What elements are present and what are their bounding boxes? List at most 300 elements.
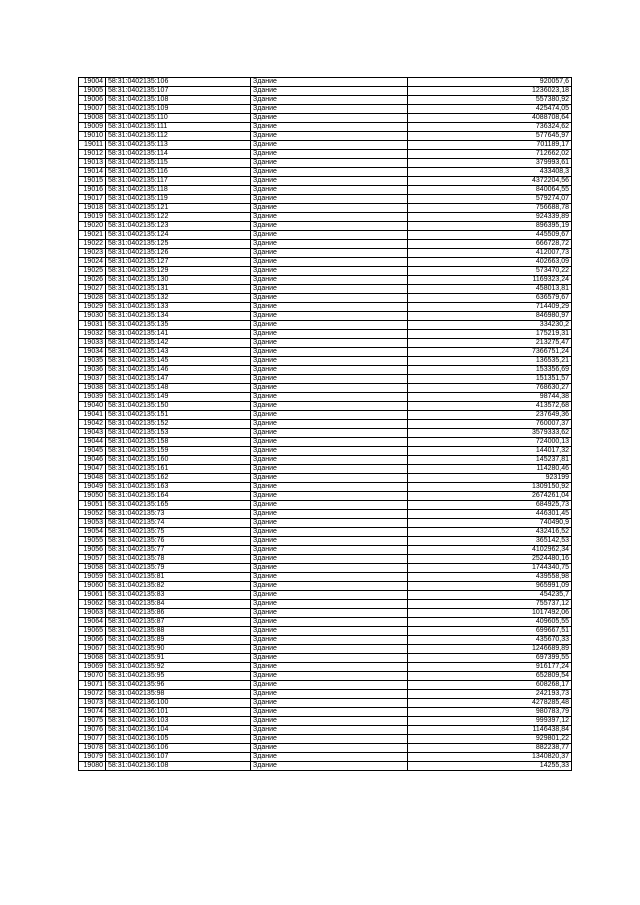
object-type: Здание	[251, 294, 408, 303]
table-row	[79, 555, 572, 564]
cadastral-value: 136535,21	[408, 357, 572, 366]
object-type: Здание	[251, 699, 408, 708]
row-number: 19074	[79, 708, 106, 717]
cadastral-number: 58:31:0402135:123	[106, 222, 251, 231]
row-number: 19011	[79, 141, 106, 150]
cadastral-number: 58:31:0402135:165	[106, 501, 251, 510]
object-type: Здание	[251, 744, 408, 753]
cadastral-number: 58:31:0402136:105	[106, 735, 251, 744]
table-row	[79, 96, 572, 105]
table-row	[79, 411, 572, 420]
object-type: Здание	[251, 411, 408, 420]
cadastral-number: 58:31:0402135:79	[106, 564, 251, 573]
cadastral-value: 151351,57	[408, 375, 572, 384]
cadastral-value: 14255,33	[408, 762, 572, 771]
row-number: 19069	[79, 663, 106, 672]
cadastral-number: 58:31:0402135:125	[106, 240, 251, 249]
object-type: Здание	[251, 618, 408, 627]
object-type: Здание	[251, 420, 408, 429]
object-type: Здание	[251, 519, 408, 528]
object-type: Здание	[251, 555, 408, 564]
cadastral-value: 1017492,06	[408, 609, 572, 618]
object-type: Здание	[251, 168, 408, 177]
object-type: Здание	[251, 429, 408, 438]
row-number: 19042	[79, 420, 106, 429]
cadastral-number: 58:31:0402136:103	[106, 717, 251, 726]
cadastral-number: 58:31:0402135:127	[106, 258, 251, 267]
cadastral-value: 114280,46	[408, 465, 572, 474]
cadastral-number: 58:31:0402135:163	[106, 483, 251, 492]
row-number: 19065	[79, 627, 106, 636]
cadastral-value: 573470,22	[408, 267, 572, 276]
object-type: Здание	[251, 384, 408, 393]
document-page	[78, 77, 572, 771]
object-type: Здание	[251, 132, 408, 141]
table-row	[79, 663, 572, 672]
object-type: Здание	[251, 708, 408, 717]
object-type: Здание	[251, 159, 408, 168]
object-type: Здание	[251, 438, 408, 447]
cadastral-value: 439558,98	[408, 573, 572, 582]
row-number: 19022	[79, 240, 106, 249]
cadastral-value: 896395,19	[408, 222, 572, 231]
table-row	[79, 573, 572, 582]
cadastral-number: 58:31:0402136:107	[106, 753, 251, 762]
row-number: 19060	[79, 582, 106, 591]
row-number: 19017	[79, 195, 106, 204]
row-number: 19048	[79, 474, 106, 483]
object-type: Здание	[251, 105, 408, 114]
cadastral-number: 58:31:0402135:74	[106, 519, 251, 528]
object-type: Здание	[251, 492, 408, 501]
row-number: 19031	[79, 321, 106, 330]
cadastral-value: 1236023,18	[408, 87, 572, 96]
cadastral-value: 846980,97	[408, 312, 572, 321]
cadastral-number: 58:31:0402135:134	[106, 312, 251, 321]
cadastral-number: 58:31:0402135:107	[106, 87, 251, 96]
table-row	[79, 690, 572, 699]
object-type: Здание	[251, 177, 408, 186]
cadastral-value: 923199	[408, 474, 572, 483]
object-type: Здание	[251, 627, 408, 636]
object-type: Здание	[251, 726, 408, 735]
cadastral-value: 701189,17	[408, 141, 572, 150]
table-row	[79, 672, 572, 681]
table-row	[79, 537, 572, 546]
cadastral-value: 840064,55	[408, 186, 572, 195]
row-number: 19064	[79, 618, 106, 627]
object-type: Здание	[251, 582, 408, 591]
table-row	[79, 357, 572, 366]
table-row	[79, 465, 572, 474]
table-row	[79, 627, 572, 636]
object-type: Здание	[251, 96, 408, 105]
cadastral-number: 58:31:0402135:143	[106, 348, 251, 357]
table-row	[79, 78, 572, 87]
table-row	[79, 474, 572, 483]
object-type: Здание	[251, 672, 408, 681]
row-number: 19041	[79, 411, 106, 420]
row-number: 19015	[79, 177, 106, 186]
cadastral-value: 999397,12	[408, 717, 572, 726]
row-number: 19004	[79, 78, 106, 87]
cadastral-number: 58:31:0402135:151	[106, 411, 251, 420]
object-type: Здание	[251, 393, 408, 402]
table-row	[79, 258, 572, 267]
table-row	[79, 564, 572, 573]
cadastral-value: 4102962,34	[408, 546, 572, 555]
cadastral-value: 446301,45	[408, 510, 572, 519]
table-row	[79, 303, 572, 312]
cadastral-number: 58:31:0402135:75	[106, 528, 251, 537]
object-type: Здание	[251, 87, 408, 96]
object-type: Здание	[251, 762, 408, 771]
row-number: 19077	[79, 735, 106, 744]
object-type: Здание	[251, 222, 408, 231]
object-type: Здание	[251, 474, 408, 483]
row-number: 19055	[79, 537, 106, 546]
row-number: 19034	[79, 348, 106, 357]
row-number: 19075	[79, 717, 106, 726]
cadastral-value: 579274,07	[408, 195, 572, 204]
cadastral-value: 924339,89	[408, 213, 572, 222]
table-row	[79, 132, 572, 141]
cadastral-value: 213275,47	[408, 339, 572, 348]
table-row	[79, 528, 572, 537]
row-number: 19059	[79, 573, 106, 582]
table-row	[79, 366, 572, 375]
cadastral-value: 697399,55	[408, 654, 572, 663]
cadastral-value: 175219,31	[408, 330, 572, 339]
table-row	[79, 321, 572, 330]
cadastral-value: 920057,6	[408, 78, 572, 87]
row-number: 19016	[79, 186, 106, 195]
cadastral-value: 740490,9	[408, 519, 572, 528]
cadastral-number: 58:31:0402135:106	[106, 78, 251, 87]
cadastral-value: 7366751,24	[408, 348, 572, 357]
cadastral-value: 1169323,24	[408, 276, 572, 285]
row-number: 19007	[79, 105, 106, 114]
cadastral-number: 58:31:0402135:112	[106, 132, 251, 141]
cadastral-value: 445509,67	[408, 231, 572, 240]
table-row	[79, 168, 572, 177]
cadastral-number: 58:31:0402136:104	[106, 726, 251, 735]
cadastral-value: 409605,55	[408, 618, 572, 627]
cadastral-value: 432416,52	[408, 528, 572, 537]
object-type: Здание	[251, 564, 408, 573]
object-type: Здание	[251, 195, 408, 204]
cadastral-number: 58:31:0402135:141	[106, 330, 251, 339]
table-row	[79, 582, 572, 591]
table-row	[79, 438, 572, 447]
cadastral-number: 58:31:0402135:88	[106, 627, 251, 636]
cadastral-number: 58:31:0402135:115	[106, 159, 251, 168]
cadastral-number: 58:31:0402135:159	[106, 447, 251, 456]
cadastral-value: 144017,32	[408, 447, 572, 456]
object-type: Здание	[251, 123, 408, 132]
row-number: 19040	[79, 402, 106, 411]
cadastral-number: 58:31:0402135:149	[106, 393, 251, 402]
table-row	[79, 600, 572, 609]
object-type: Здание	[251, 573, 408, 582]
object-type: Здание	[251, 645, 408, 654]
object-type: Здание	[251, 321, 408, 330]
cadastral-value: 1340820,37	[408, 753, 572, 762]
row-number: 19013	[79, 159, 106, 168]
row-number: 19018	[79, 204, 106, 213]
object-type: Здание	[251, 312, 408, 321]
row-number: 19068	[79, 654, 106, 663]
object-type: Здание	[251, 303, 408, 312]
table-row	[79, 654, 572, 663]
object-type: Здание	[251, 204, 408, 213]
table-row	[79, 492, 572, 501]
cadastral-number: 58:31:0402135:147	[106, 375, 251, 384]
cadastral-number: 58:31:0402135:119	[106, 195, 251, 204]
row-number: 19067	[79, 645, 106, 654]
table-row	[79, 510, 572, 519]
row-number: 19027	[79, 285, 106, 294]
cadastral-value: 929801,22	[408, 735, 572, 744]
cadastral-value: 412007,73	[408, 249, 572, 258]
cadastral-value: 965991,09	[408, 582, 572, 591]
table-row	[79, 762, 572, 771]
object-type: Здание	[251, 276, 408, 285]
object-type: Здание	[251, 717, 408, 726]
object-type: Здание	[251, 636, 408, 645]
row-number: 19036	[79, 366, 106, 375]
cadastral-number: 58:31:0402135:81	[106, 573, 251, 582]
cadastral-number: 58:31:0402135:89	[106, 636, 251, 645]
object-type: Здание	[251, 465, 408, 474]
cadastral-value: 1744340,75	[408, 564, 572, 573]
object-type: Здание	[251, 753, 408, 762]
row-number: 19072	[79, 690, 106, 699]
table-row	[79, 735, 572, 744]
cadastral-value: 365142,53	[408, 537, 572, 546]
cadastral-value: 98744,38	[408, 393, 572, 402]
row-number: 19050	[79, 492, 106, 501]
row-number: 19021	[79, 231, 106, 240]
table-row	[79, 708, 572, 717]
cadastral-value: 334230,2	[408, 321, 572, 330]
cadastral-value: 153356,69	[408, 366, 572, 375]
table-row	[79, 114, 572, 123]
object-type: Здание	[251, 249, 408, 258]
cadastral-value: 684925,73	[408, 501, 572, 510]
cadastral-value: 1146438,84	[408, 726, 572, 735]
cadastral-number: 58:31:0402135:109	[106, 105, 251, 114]
row-number: 19009	[79, 123, 106, 132]
row-number: 19038	[79, 384, 106, 393]
table-row	[79, 87, 572, 96]
cadastral-value: 756688,78	[408, 204, 572, 213]
cadastral-value: 916177,24	[408, 663, 572, 672]
object-type: Здание	[251, 375, 408, 384]
row-number: 19028	[79, 294, 106, 303]
table-row	[79, 591, 572, 600]
table-row	[79, 384, 572, 393]
cadastral-value: 435670,33	[408, 636, 572, 645]
cadastral-value: 4372204,56	[408, 177, 572, 186]
cadastral-number: 58:31:0402135:148	[106, 384, 251, 393]
object-type: Здание	[251, 366, 408, 375]
table-row	[79, 150, 572, 159]
cadastral-number: 58:31:0402135:130	[106, 276, 251, 285]
cadastral-number: 58:31:0402135:162	[106, 474, 251, 483]
table-row	[79, 753, 572, 762]
table-row	[79, 330, 572, 339]
object-type: Здание	[251, 357, 408, 366]
cadastral-value: 454235,7	[408, 591, 572, 600]
cadastral-value: 699667,51	[408, 627, 572, 636]
cadastral-value: 402663,09	[408, 258, 572, 267]
table-row	[79, 609, 572, 618]
table-row	[79, 312, 572, 321]
cadastral-number: 58:31:0402135:161	[106, 465, 251, 474]
cadastral-number: 58:31:0402135:158	[106, 438, 251, 447]
cadastral-value: 636579,67	[408, 294, 572, 303]
row-number: 19037	[79, 375, 106, 384]
table-row	[79, 204, 572, 213]
object-type: Здание	[251, 339, 408, 348]
table-row	[79, 231, 572, 240]
cadastral-number: 58:31:0402135:98	[106, 690, 251, 699]
row-number: 19045	[79, 447, 106, 456]
table-body	[79, 78, 572, 771]
table-row	[79, 339, 572, 348]
row-number: 19066	[79, 636, 106, 645]
cadastral-number: 58:31:0402135:76	[106, 537, 251, 546]
cadastral-number: 58:31:0402135:124	[106, 231, 251, 240]
cadastral-number: 58:31:0402135:122	[106, 213, 251, 222]
cadastral-value: 608268,17	[408, 681, 572, 690]
table-row	[79, 681, 572, 690]
cadastral-number: 58:31:0402135:78	[106, 555, 251, 564]
cadastral-number: 58:31:0402135:90	[106, 645, 251, 654]
cadastral-number: 58:31:0402135:145	[106, 357, 251, 366]
row-number: 19029	[79, 303, 106, 312]
cadastral-number: 58:31:0402136:100	[106, 699, 251, 708]
table-row	[79, 645, 572, 654]
row-number: 19052	[79, 510, 106, 519]
row-number: 19073	[79, 699, 106, 708]
object-type: Здание	[251, 609, 408, 618]
object-type: Здание	[251, 330, 408, 339]
cadastral-value: 882238,77	[408, 744, 572, 753]
object-type: Здание	[251, 456, 408, 465]
table-row	[79, 348, 572, 357]
table-row	[79, 222, 572, 231]
row-number: 19058	[79, 564, 106, 573]
object-type: Здание	[251, 258, 408, 267]
cadastral-number: 58:31:0402135:142	[106, 339, 251, 348]
row-number: 19005	[79, 87, 106, 96]
row-number: 19063	[79, 609, 106, 618]
row-number: 19049	[79, 483, 106, 492]
cadastral-number: 58:31:0402136:101	[106, 708, 251, 717]
cadastral-value: 458013,81	[408, 285, 572, 294]
table-row	[79, 618, 572, 627]
object-type: Здание	[251, 348, 408, 357]
row-number: 19047	[79, 465, 106, 474]
row-number: 19054	[79, 528, 106, 537]
table-row	[79, 636, 572, 645]
row-number: 19071	[79, 681, 106, 690]
table-row	[79, 294, 572, 303]
object-type: Здание	[251, 483, 408, 492]
cadastral-value: 2524480,16	[408, 555, 572, 564]
object-type: Здание	[251, 78, 408, 87]
cadastral-number: 58:31:0402135:83	[106, 591, 251, 600]
row-number: 19044	[79, 438, 106, 447]
cadastral-value: 760007,37	[408, 420, 572, 429]
object-type: Здание	[251, 510, 408, 519]
cadastral-value: 736324,62	[408, 123, 572, 132]
cadastral-number: 58:31:0402135:116	[106, 168, 251, 177]
row-number: 19008	[79, 114, 106, 123]
table-row	[79, 393, 572, 402]
object-type: Здание	[251, 231, 408, 240]
table-row	[79, 456, 572, 465]
object-type: Здание	[251, 240, 408, 249]
object-type: Здание	[251, 546, 408, 555]
cadastral-value: 413572,68	[408, 402, 572, 411]
cadastral-number: 58:31:0402135:113	[106, 141, 251, 150]
row-number: 19078	[79, 744, 106, 753]
row-number: 19076	[79, 726, 106, 735]
row-number: 19020	[79, 222, 106, 231]
table-row	[79, 285, 572, 294]
object-type: Здание	[251, 681, 408, 690]
row-number: 19039	[79, 393, 106, 402]
row-number: 19026	[79, 276, 106, 285]
object-type: Здание	[251, 663, 408, 672]
object-type: Здание	[251, 186, 408, 195]
row-number: 19056	[79, 546, 106, 555]
row-number: 19006	[79, 96, 106, 105]
cadastral-number: 58:31:0402135:146	[106, 366, 251, 375]
cadastral-number: 58:31:0402136:108	[106, 762, 251, 771]
cadastral-number: 58:31:0402135:132	[106, 294, 251, 303]
row-number: 19033	[79, 339, 106, 348]
cadastral-value: 724000,13	[408, 438, 572, 447]
cadastral-number: 58:31:0402135:129	[106, 267, 251, 276]
row-number: 19012	[79, 150, 106, 159]
object-type: Здание	[251, 213, 408, 222]
cadastral-number: 58:31:0402135:153	[106, 429, 251, 438]
table-row	[79, 375, 572, 384]
table-row	[79, 726, 572, 735]
property-table	[78, 77, 572, 771]
cadastral-number: 58:31:0402135:117	[106, 177, 251, 186]
cadastral-number: 58:31:0402135:126	[106, 249, 251, 258]
object-type: Здание	[251, 537, 408, 546]
row-number: 19035	[79, 357, 106, 366]
cadastral-number: 58:31:0402135:73	[106, 510, 251, 519]
cadastral-number: 58:31:0402135:114	[106, 150, 251, 159]
table-row	[79, 717, 572, 726]
cadastral-number: 58:31:0402135:91	[106, 654, 251, 663]
cadastral-value: 666728,72	[408, 240, 572, 249]
cadastral-value: 652809,54	[408, 672, 572, 681]
cadastral-value: 2674261,04	[408, 492, 572, 501]
cadastral-number: 58:31:0402135:86	[106, 609, 251, 618]
object-type: Здание	[251, 600, 408, 609]
table-row	[79, 744, 572, 753]
cadastral-value: 980783,79	[408, 708, 572, 717]
row-number: 19032	[79, 330, 106, 339]
